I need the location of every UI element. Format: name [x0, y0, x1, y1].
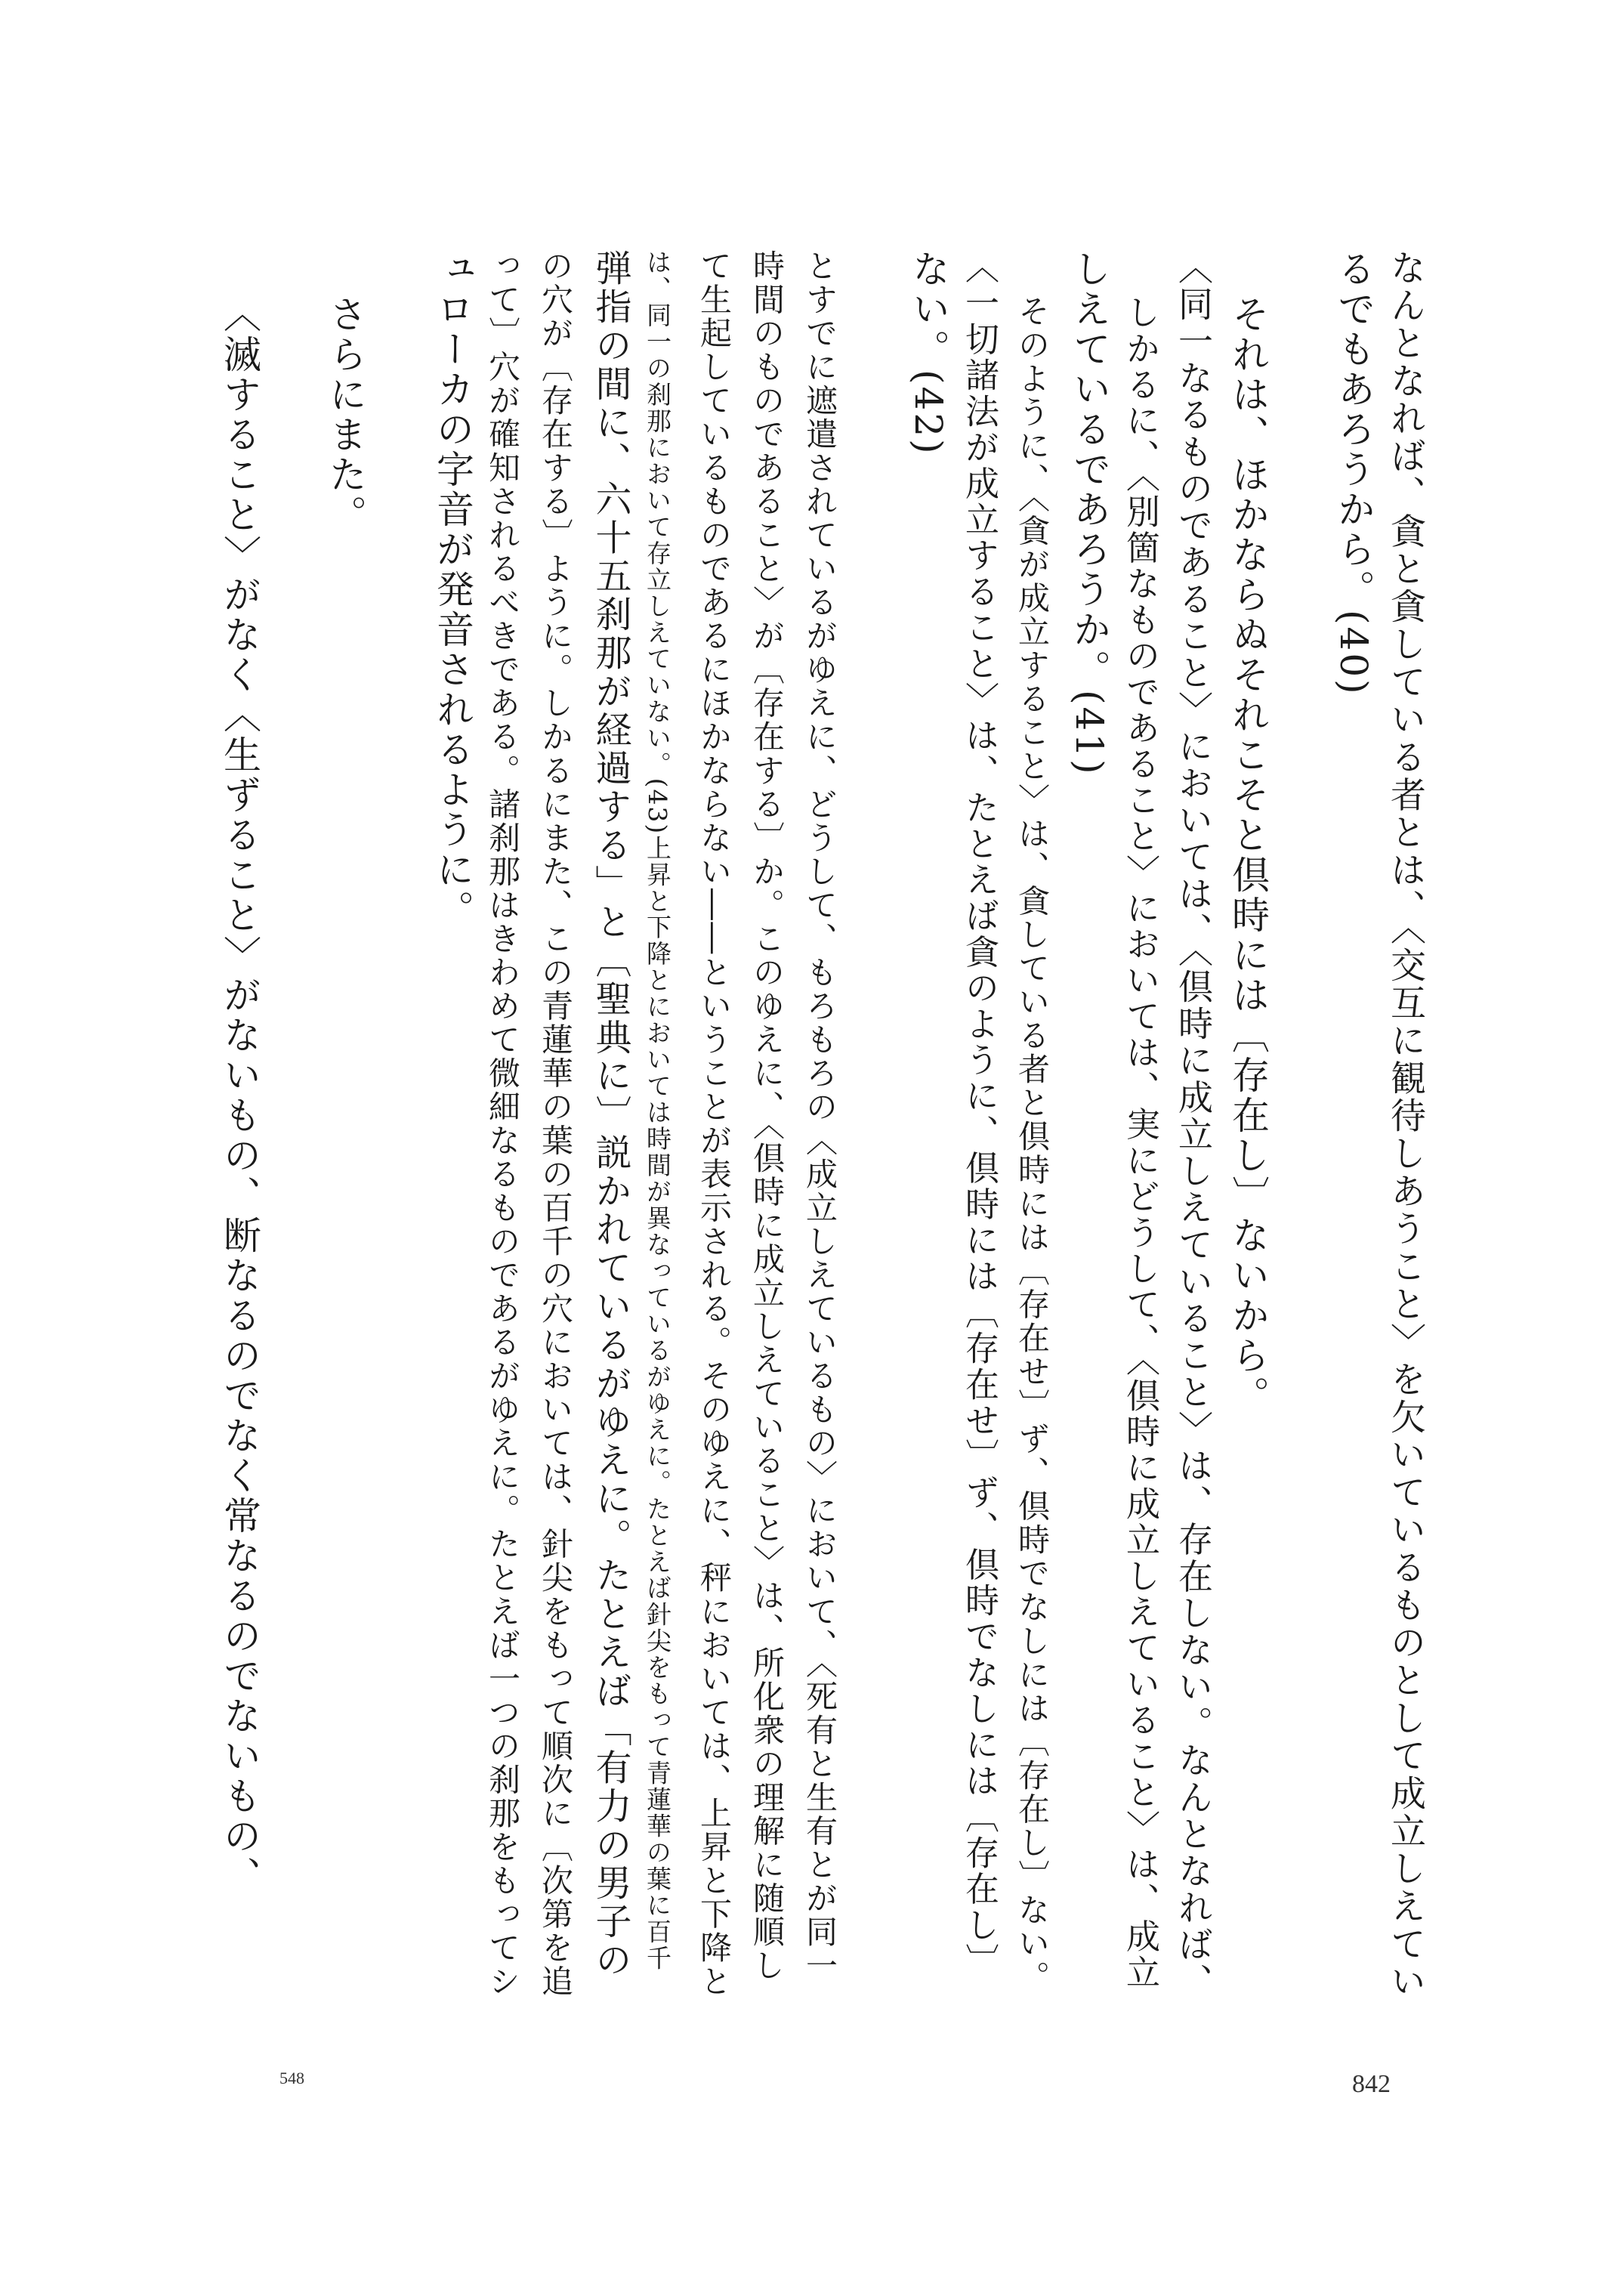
text-column-3: それは、ほかならぬそれこそと倶時には〔存在し〕ないから。: [1226, 295, 1270, 1416]
page-number-left: 548: [279, 2069, 304, 2087]
text-column-17: ュローカの字音が発音されるように。: [431, 249, 474, 930]
text-column-15: の穴が〔存在する〕ように。しかるにまた、この青蓮華の葉の百千の穴においては、針尖をもって順次に〔次第を追: [537, 249, 574, 1999]
text-column-11: 時間のものであること〉が〔存在する〕か。このゆえに、〈倶時に成立しえていること〉は、所化衆の理解に随順し: [749, 249, 786, 1983]
text-column-8: 〈一切諸法が成立すること〉は、たとえば貪のように、倶時には〔存在せ〕ず、倶時でなしには〔存在し〕: [959, 249, 999, 1979]
text-column-18: さらにまた。: [323, 295, 367, 535]
text-column-4: 〈同一なるものであること〉においては、〈倶時に成立しえていること〉は、存在しない。なんとなれば、: [1173, 249, 1214, 2001]
text-column-19: 〈滅すること〉がなく〈生ずること〉がないもの、断なるのでなく常なるのでないもの、: [218, 295, 261, 1896]
text-column-16: って〕穴が確知されるべきである。諸刹那はきわめて微細なるものであるがゆえに。たとえば一つの刹那をもってシ: [484, 249, 521, 1999]
text-column-9: ない。(42): [906, 249, 950, 456]
page-number-right: 842: [1352, 2070, 1391, 2098]
text-column-6: しえているであろうか。(41): [1067, 249, 1111, 777]
text-column-12: て生起しているものであるにほかならない――ということが表示される。そのゆえに、秤においては、上昇と下降と: [696, 249, 733, 1999]
text-column-1: なんとなれば、貪と貪している者とは、〈交互に観待しあうこと〉を欠いているものとして成立しえてい: [1385, 249, 1426, 2001]
text-column-13: は、同一の刹那において存立しえていない。(43)上昇と下降とにおいては時間が異なっているがゆえに。たとえば針尖をもって青蓮華の葉に百千: [643, 249, 672, 1972]
text-column-2: るでもあろうから。(40): [1332, 249, 1375, 697]
text-column-10: とすでに遮遣されているがゆえに、どうして、もろもろの〈成立しえているもの〉において、〈死有と生有とが同一: [801, 249, 838, 1983]
text-column-5: しかるに、〈別箇なものであること〉においては、実にどうして、〈倶時に成立しえていること〉は、成立: [1120, 295, 1160, 1991]
text-column-7: そのように、〈貪が成立すること〉は、貪している者と倶時には〔存在せ〕ず、倶時でなしには〔存在し〕ない。: [1014, 295, 1051, 1995]
text-column-14: 弾指の間に、六十五刹那が経過する」と〔聖典に〕説かれているがゆえに。たとえば「有力の男子の: [589, 249, 631, 1979]
